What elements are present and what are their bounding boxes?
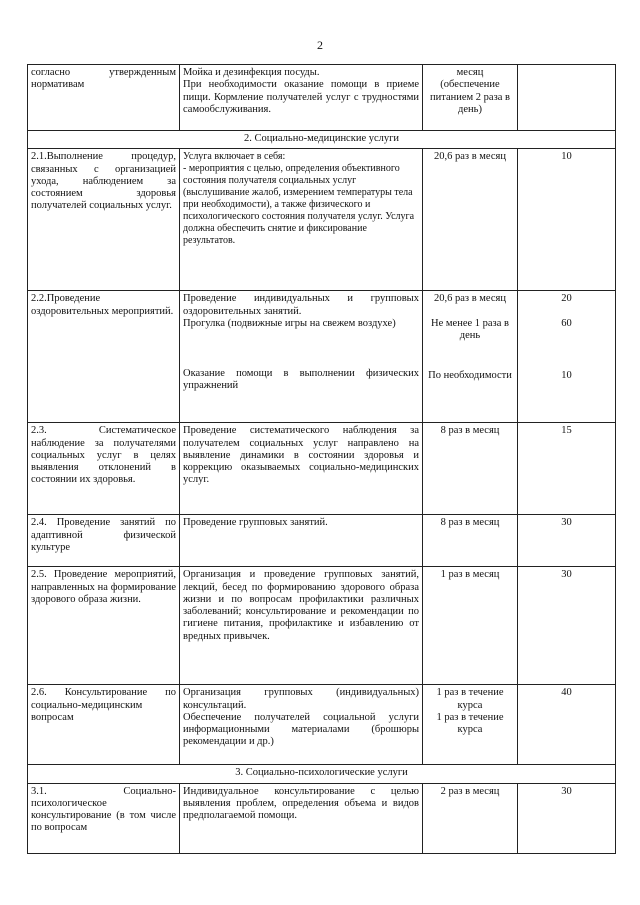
service-description: Проведение индивидуальных и групповых оздоровительных занятий. (183, 293, 419, 317)
count-cell (518, 423, 616, 515)
frequency: 1 раз в течение курса (436, 687, 504, 711)
count-cell (518, 149, 616, 291)
count-cell (518, 65, 616, 131)
service-description-cell (180, 149, 423, 291)
service-description: Индивидуальное консультирование с целью выявления проблем, определения объема и видов предполагаемой помощи. (183, 785, 419, 822)
service-description: Мойка и дезинфекция посуды. (183, 67, 320, 78)
service-description: Прогулка (подвижные игры на свежем воздухе) (183, 317, 396, 329)
service-name: 2.2.Проведение оздоровительных мероприятий. (31, 293, 174, 317)
count-cell (518, 515, 616, 567)
service-name-cell (28, 567, 180, 685)
section-title: 2. Социально-медицинские услуги (28, 131, 616, 149)
count: 30 (561, 517, 572, 529)
page-number: 2 (317, 38, 323, 52)
frequency-cell (423, 567, 518, 685)
service-description: Организация групповых (индивидуальных) консультаций. (183, 687, 419, 711)
count-cell (518, 291, 616, 423)
service-name: 3.1. Социально-психологическое консультирование (в том числе по вопросам (31, 785, 176, 834)
count: 20 (561, 293, 572, 305)
service-description: При необходимости оказание помощи в приеме пищи. Кормление получателей услуг с трудностями самообслуживания. (183, 79, 419, 115)
frequency-cell (423, 783, 518, 853)
section-row (28, 765, 616, 783)
count: 10 (561, 151, 572, 163)
count: 40 (561, 687, 572, 699)
service-description: Оказание помощи в выполнении физических упражнений (183, 368, 419, 392)
service-name: 2.4. Проведение занятий по адаптивной физической культуре (31, 517, 176, 553)
services-table (27, 64, 616, 854)
frequency: 1 раз в месяц (440, 569, 500, 581)
service-name: 2.5. Проведение мероприятий, направленных на формирование здорового образа жизни. (31, 569, 176, 605)
service-description: Организация и проведение групповых занятий, лекций, бесед по формированию здорового образа жизни и по вопросам профилактики различных заболеваний; консультирование и рекомендации по гигиене питания, профилактике и избавлению от вредных привычек. (183, 569, 419, 642)
count: 15 (561, 425, 572, 437)
table-row (28, 685, 616, 765)
frequency: 20,6 раз в месяц (434, 151, 506, 163)
frequency-cell (423, 423, 518, 515)
service-description: Услуга включает в себя: - мероприятия с целью, определения объективного состояния получателя социальных услуг (выслушивание жалоб, измерением температуры тела при необходимости), а также физического и психологического состояния получателя услуг. Услуга должна обеспечить снятие и фиксирование результатов. (183, 151, 415, 247)
frequency: Не менее 1 раза в день (431, 317, 509, 341)
table-row (28, 515, 616, 567)
service-name-cell (28, 515, 180, 567)
table-row (28, 423, 616, 515)
table-row (28, 149, 616, 291)
section-row (28, 131, 616, 149)
frequency-cell (423, 291, 518, 423)
service-name-cell (28, 423, 180, 515)
service-name: 2.6. Консультирование по социально-медицинским вопросам (31, 687, 176, 723)
table-row (28, 291, 616, 423)
count: 60 (561, 317, 572, 329)
service-description: Проведение систематического наблюдения за получателем социальных услуг направлено на выявление динамики в состоянии здоровья и коррекцию оказываемых социально-медицинских услуг. (183, 425, 419, 486)
section-title: 3. Социально-психологические услуги (28, 765, 616, 783)
table-row (28, 65, 616, 131)
frequency-cell (423, 149, 518, 291)
count: 10 (561, 369, 572, 381)
table-row (28, 567, 616, 685)
service-description-cell (180, 567, 423, 685)
frequency: 8 раз в месяц (440, 517, 500, 529)
frequency: 8 раз в месяц (440, 425, 500, 437)
service-description-cell (180, 291, 423, 423)
service-description: Обеспечение получателей социальной услуги информационными материалами (брошюры рекомендации и др.) (183, 711, 419, 748)
service-description: Проведение групповых занятий. (183, 517, 328, 529)
frequency-cell (423, 685, 518, 765)
frequency: 20,6 раз в месяц (434, 293, 506, 305)
service-name: 2.1.Выполнение процедур, связанных с организацией ухода, наблюдением за состоянием здоровья получателей социальных услуг. (31, 151, 176, 212)
service-name-cell (28, 685, 180, 765)
service-name-cell (28, 149, 180, 291)
service-description-cell (180, 423, 423, 515)
service-description-cell (180, 783, 423, 853)
service-name: 2.3. Систематическое наблюдение за получателями социальных услуг в целях выявления отклонений в состоянии их здоровья. (31, 425, 176, 486)
frequency: По необходимости (428, 370, 512, 382)
service-description-cell (180, 515, 423, 567)
frequency: 2 раз в месяц (440, 785, 500, 797)
count-cell (518, 783, 616, 853)
service-description-cell (180, 685, 423, 765)
count: 30 (561, 569, 572, 581)
service-description-cell (180, 65, 423, 131)
service-name-cell (28, 783, 180, 853)
count-cell (518, 685, 616, 765)
count-cell (518, 567, 616, 685)
frequency-cell (423, 65, 518, 131)
service-name-cell (28, 291, 180, 423)
frequency: месяц (обеспечение питанием 2 раза в день) (430, 67, 510, 115)
frequency-cell (423, 515, 518, 567)
table-row (28, 783, 616, 853)
service-name-cell (28, 65, 180, 131)
count: 30 (561, 785, 572, 797)
frequency: 1 раз в течение курса (436, 711, 504, 736)
service-name: согласно утвержденным нормативам (31, 67, 176, 91)
